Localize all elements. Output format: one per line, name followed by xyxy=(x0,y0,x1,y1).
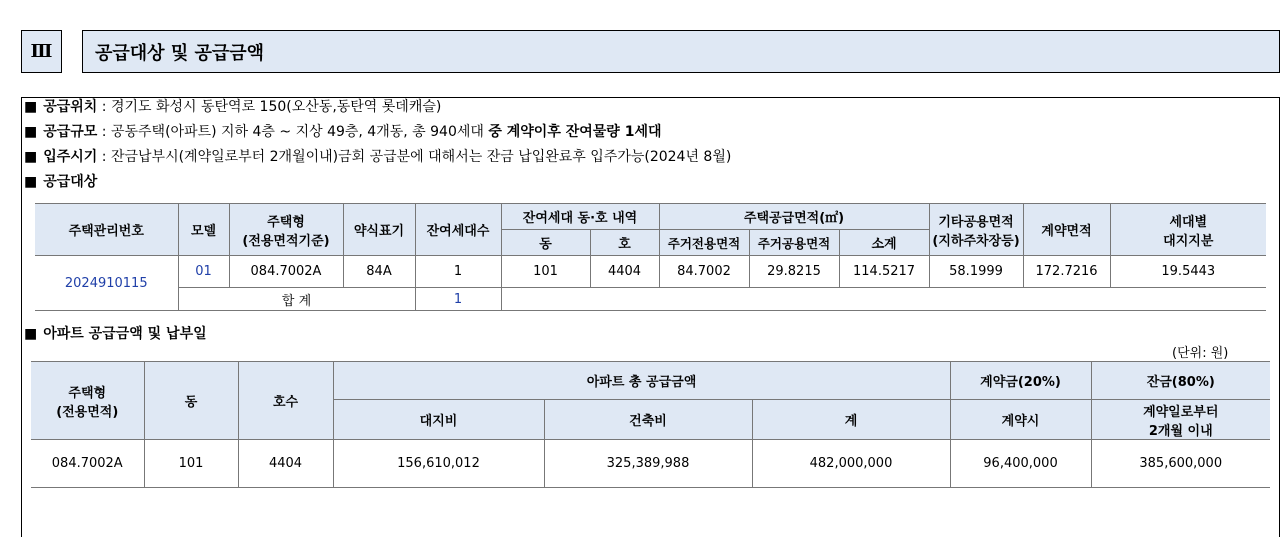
cell-dong: 101 xyxy=(144,440,238,488)
unit-label: (단위: 원) xyxy=(1172,346,1229,361)
header-remaining: 잔여세대수 xyxy=(415,204,501,256)
cell-land-share: 19.5443 xyxy=(1110,256,1266,288)
header-type-line1: 주택형 xyxy=(68,385,107,401)
cell-deposit: 96,400,000 xyxy=(950,440,1091,488)
bullet-square-icon: ■ xyxy=(24,174,38,190)
cell-ho: 4404 xyxy=(238,440,333,488)
header-mgmt-no: 주택관리번호 xyxy=(35,204,178,256)
header-land-line1: 세대별 xyxy=(1169,214,1208,230)
cell-private-area: 84.7002 xyxy=(659,256,749,288)
bullet-square-icon: ■ xyxy=(24,149,38,165)
header-other-line2: (지하주차장등) xyxy=(932,233,1020,249)
bullet-square-icon: ■ xyxy=(24,326,38,342)
header-abbr: 약식표기 xyxy=(343,204,415,256)
header-balance-sub xyxy=(1091,400,1270,440)
header-model: 모델 xyxy=(178,204,229,256)
cell-abbr: 84A xyxy=(343,256,415,288)
cell-land-cost: 156,610,012 xyxy=(333,440,544,488)
header-balance-sub-line1: 계약일로부터 xyxy=(1143,404,1219,420)
cell-balance: 385,600,000 xyxy=(1091,440,1270,488)
cell-total-value: 1 xyxy=(415,288,501,311)
info-bold-tail: 중 계약이후 잔여물량 1세대 xyxy=(488,124,662,140)
info-label: 공급위치 xyxy=(43,99,98,115)
header-area: 주택공급면적(㎡) xyxy=(659,204,929,230)
cell-ho: 4404 xyxy=(590,256,659,288)
header-ho: 호수 xyxy=(238,362,333,440)
header-subtotal: 소계 xyxy=(839,230,929,256)
cell-remaining: 1 xyxy=(415,256,501,288)
info-label: 공급대상 xyxy=(43,174,98,190)
bullet-square-icon: ■ xyxy=(24,124,38,140)
info-label: 입주시기 xyxy=(43,149,98,165)
info-sep: : xyxy=(97,99,111,115)
cell-type: 084.7002A xyxy=(229,256,343,288)
price-section-title xyxy=(24,324,207,344)
header-type-line1: 주택형 xyxy=(267,214,305,230)
section-number: Ⅲ xyxy=(21,30,62,73)
cell-type: 084.7002A xyxy=(31,440,144,488)
cell-other-area: 58.1999 xyxy=(929,256,1023,288)
header-ho: 호 xyxy=(590,230,659,256)
header-balance-sub-line2: 2개월 이내 xyxy=(1148,423,1213,439)
header-type xyxy=(31,362,144,440)
info-sep: : xyxy=(97,149,111,165)
section-title: 공급대상 및 공급금액 xyxy=(82,30,1280,73)
header-deposit-sub: 계약시 xyxy=(950,400,1091,440)
header-type xyxy=(229,204,343,256)
table-row xyxy=(35,256,1266,288)
cell-common-area: 29.8215 xyxy=(749,256,839,288)
info-line-target xyxy=(24,172,97,192)
header-land-cost: 대지비 xyxy=(333,400,544,440)
price-table xyxy=(31,361,1270,488)
table-row xyxy=(31,440,1270,488)
header-dong: 동 xyxy=(144,362,238,440)
header-private-area: 주거전용면적 xyxy=(659,230,749,256)
bullet-square-icon: ■ xyxy=(24,99,38,115)
header-sum: 계 xyxy=(752,400,950,440)
info-text: 잔금납부시(계약일로부터 2개월이내)금회 공급분에 대해서는 잔금 납입완료후 입주가능(2024년 8월) xyxy=(110,149,732,165)
total-row xyxy=(35,288,1266,311)
cell-sum: 482,000,000 xyxy=(752,440,950,488)
price-section-label: 아파트 공급금액 및 납부일 xyxy=(43,326,207,342)
cell-mgmt-no: 2024910115 xyxy=(35,256,178,311)
cell-subtotal: 114.5217 xyxy=(839,256,929,288)
header-deposit: 계약금(20%) xyxy=(950,362,1091,400)
header-land-line2: 대지지분 xyxy=(1163,233,1214,249)
cell-dong: 101 xyxy=(501,256,590,288)
info-line-movein xyxy=(24,147,731,167)
header-land-share xyxy=(1110,204,1266,256)
cell-building-cost: 325,389,988 xyxy=(544,440,752,488)
supply-table xyxy=(35,203,1266,311)
header-other-area xyxy=(929,204,1023,256)
header-common-area: 주거공용면적 xyxy=(749,230,839,256)
cell-contract-area: 172.7216 xyxy=(1023,256,1110,288)
info-line-scale xyxy=(24,122,662,142)
header-dong: 동 xyxy=(501,230,590,256)
cell-total-empty xyxy=(501,288,1266,311)
header-remaining-detail: 잔여세대 동·호 내역 xyxy=(501,204,659,230)
info-line-location xyxy=(24,97,441,117)
info-label: 공급규모 xyxy=(43,124,98,140)
info-text: 경기도 화성시 동탄역로 150(오산동,동탄역 롯데캐슬) xyxy=(110,99,442,115)
cell-total-label: 합 계 xyxy=(178,288,415,311)
header-balance: 잔금(80%) xyxy=(1091,362,1270,400)
header-contract-area: 계약면적 xyxy=(1023,204,1110,256)
header-other-line1: 기타공용면적 xyxy=(938,214,1014,230)
info-text: 공동주택(아파트) 지하 4층 ~ 지상 49층, 4개동, 총 940세대 xyxy=(110,124,489,140)
header-building-cost: 건축비 xyxy=(544,400,752,440)
header-type-line2: (전용면적) xyxy=(56,404,119,420)
cell-model: 01 xyxy=(178,256,229,288)
header-total-price: 아파트 총 공급금액 xyxy=(333,362,950,400)
header-type-line2: (전용면적기준) xyxy=(242,233,330,249)
info-sep: : xyxy=(97,124,111,140)
